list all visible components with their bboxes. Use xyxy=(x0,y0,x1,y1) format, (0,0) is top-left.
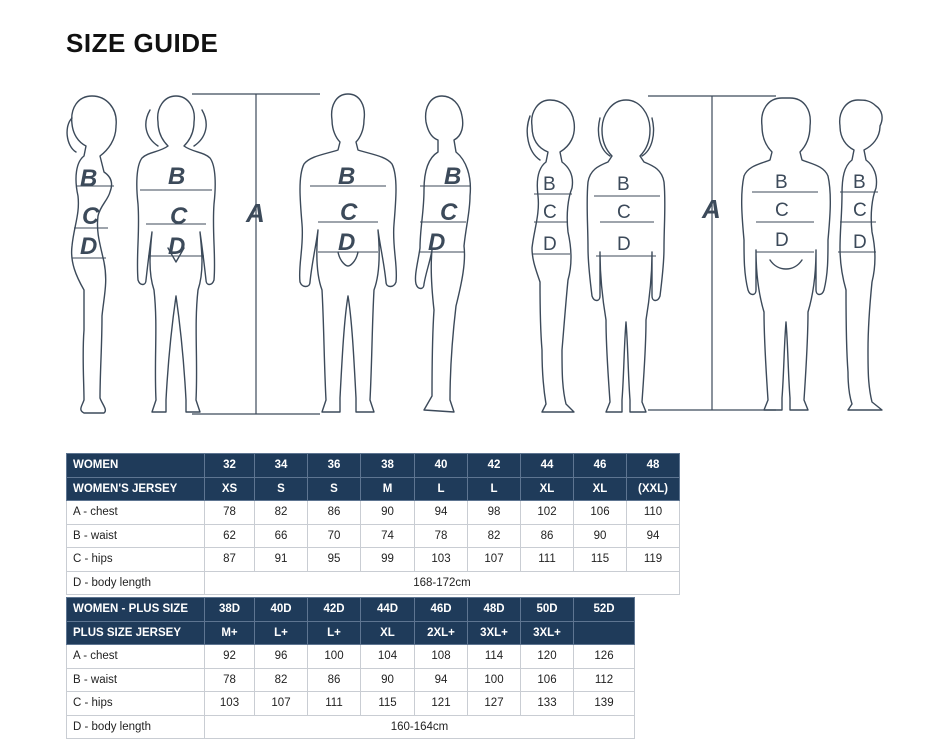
size-cell: 34 xyxy=(255,454,308,478)
label-d: D xyxy=(338,229,356,256)
table-row xyxy=(67,715,635,739)
table-cell: 91 xyxy=(255,548,308,572)
label-b: B xyxy=(80,165,98,192)
table-cell: 78 xyxy=(205,501,255,525)
table-cell: 78 xyxy=(415,524,468,548)
table-cell: 94 xyxy=(415,668,468,692)
plus-jersey-row xyxy=(67,621,635,645)
size-cell: 52D xyxy=(574,598,635,622)
label-b: B xyxy=(853,172,866,193)
row-label: D - body length xyxy=(67,571,205,595)
label-c: C xyxy=(853,200,867,221)
table-cell: 96 xyxy=(255,645,308,669)
size-cell: 38D xyxy=(205,598,255,622)
label-d: D xyxy=(428,229,446,256)
label-c: C xyxy=(170,203,188,230)
table-row xyxy=(67,548,680,572)
table-cell: 102 xyxy=(521,501,574,525)
table-cell: 115 xyxy=(361,692,415,716)
table-row xyxy=(67,645,635,669)
row-label: C - hips xyxy=(67,548,205,572)
label-b: B xyxy=(338,163,356,190)
size-cell: 46 xyxy=(574,454,627,478)
jersey-size-cell: 3XL+ xyxy=(521,621,574,645)
jersey-size-cell: S xyxy=(308,477,361,501)
row-label: D - body length xyxy=(67,715,205,739)
jersey-size-cell: XL xyxy=(574,477,627,501)
size-cell: 48 xyxy=(627,454,680,478)
label-d: D xyxy=(80,233,98,260)
girl-side-figure xyxy=(527,100,574,412)
table-row xyxy=(67,524,680,548)
table-cell: 111 xyxy=(308,692,361,716)
size-cell: 40D xyxy=(255,598,308,622)
size-cell: 48D xyxy=(468,598,521,622)
table-cell: 87 xyxy=(205,548,255,572)
table-cell: 103 xyxy=(415,548,468,572)
label-d: D xyxy=(168,233,186,260)
table-cell: 62 xyxy=(205,524,255,548)
table-cell: 106 xyxy=(574,501,627,525)
table-cell: 110 xyxy=(627,501,680,525)
plus-header-label: WOMEN - PLUS SIZE xyxy=(67,598,205,622)
size-cell: 46D xyxy=(415,598,468,622)
jersey-size-cell: M xyxy=(361,477,415,501)
label-a: A xyxy=(246,198,265,228)
label-c: C xyxy=(340,199,358,226)
table-cell: 74 xyxy=(361,524,415,548)
table-cell: 104 xyxy=(361,645,415,669)
jersey-size-cell: 3XL+ xyxy=(468,621,521,645)
label-d: D xyxy=(543,234,557,255)
label-b: B xyxy=(617,174,630,195)
jersey-size-cell: M+ xyxy=(205,621,255,645)
table-row xyxy=(67,571,680,595)
table-cell: 94 xyxy=(627,524,680,548)
plus-header-row xyxy=(67,598,635,622)
body-length-cell: 160-164cm xyxy=(205,715,635,739)
table-cell: 120 xyxy=(521,645,574,669)
table-cell: 100 xyxy=(308,645,361,669)
size-cell: 44 xyxy=(521,454,574,478)
table-cell: 95 xyxy=(308,548,361,572)
label-d: D xyxy=(617,234,631,255)
row-label: B - waist xyxy=(67,524,205,548)
label-c: C xyxy=(775,200,789,221)
table-cell: 126 xyxy=(574,645,635,669)
jersey-size-cell: XS xyxy=(205,477,255,501)
table-row xyxy=(67,692,635,716)
jersey-size-cell: L xyxy=(415,477,468,501)
body-length-cell: 168-172cm xyxy=(205,571,680,595)
table-cell: 114 xyxy=(468,645,521,669)
size-cell: 32 xyxy=(205,454,255,478)
jersey-size-cell: L+ xyxy=(255,621,308,645)
women-jersey-label: WOMEN'S JERSEY xyxy=(67,477,205,501)
table-cell: 82 xyxy=(468,524,521,548)
women-size-table xyxy=(66,453,680,595)
boy-back-figure xyxy=(742,98,831,410)
size-cell: 50D xyxy=(521,598,574,622)
label-d: D xyxy=(853,232,867,253)
jersey-size-cell: L xyxy=(468,477,521,501)
table-cell: 108 xyxy=(415,645,468,669)
label-d: D xyxy=(775,230,789,251)
label-b: B xyxy=(444,163,462,190)
size-cell: 44D xyxy=(361,598,415,622)
table-cell: 66 xyxy=(255,524,308,548)
table-cell: 94 xyxy=(415,501,468,525)
label-a: A xyxy=(702,194,721,224)
plus-size-table xyxy=(66,597,635,739)
women-header-label: WOMEN xyxy=(67,454,205,478)
jersey-size-cell xyxy=(574,621,635,645)
jersey-size-cell: XL xyxy=(521,477,574,501)
table-row xyxy=(67,668,635,692)
table-cell: 107 xyxy=(468,548,521,572)
table-cell: 133 xyxy=(521,692,574,716)
table-cell: 121 xyxy=(415,692,468,716)
table-cell: 92 xyxy=(205,645,255,669)
size-cell: 42D xyxy=(308,598,361,622)
label-c: C xyxy=(82,203,100,230)
page-title: SIZE GUIDE xyxy=(66,28,219,58)
table-cell: 90 xyxy=(361,501,415,525)
table-cell: 90 xyxy=(361,668,415,692)
table-cell: 127 xyxy=(468,692,521,716)
table-cell: 112 xyxy=(574,668,635,692)
label-c: C xyxy=(440,199,458,226)
jersey-size-cell: 2XL+ xyxy=(415,621,468,645)
table-cell: 100 xyxy=(468,668,521,692)
women-header-row xyxy=(67,454,680,478)
table-cell: 86 xyxy=(308,668,361,692)
table-cell: 139 xyxy=(574,692,635,716)
size-cell: 40 xyxy=(415,454,468,478)
label-c: C xyxy=(617,202,631,223)
table-cell: 106 xyxy=(521,668,574,692)
table-cell: 98 xyxy=(468,501,521,525)
jersey-size-cell: S xyxy=(255,477,308,501)
table-row xyxy=(67,501,680,525)
label-b: B xyxy=(543,174,556,195)
row-label: A - chest xyxy=(67,501,205,525)
size-cell: 42 xyxy=(468,454,521,478)
table-cell: 111 xyxy=(521,548,574,572)
size-cell: 36 xyxy=(308,454,361,478)
size-cell: 38 xyxy=(361,454,415,478)
boy-side-figure xyxy=(840,100,882,410)
table-cell: 78 xyxy=(205,668,255,692)
plus-jersey-label: PLUS SIZE JERSEY xyxy=(67,621,205,645)
table-cell: 115 xyxy=(574,548,627,572)
table-cell: 119 xyxy=(627,548,680,572)
label-c: C xyxy=(543,202,557,223)
women-jersey-row xyxy=(67,477,680,501)
row-label: C - hips xyxy=(67,692,205,716)
table-cell: 82 xyxy=(255,501,308,525)
jersey-size-cell: L+ xyxy=(308,621,361,645)
table-cell: 103 xyxy=(205,692,255,716)
table-cell: 86 xyxy=(308,501,361,525)
table-cell: 70 xyxy=(308,524,361,548)
jersey-size-cell: (XXL) xyxy=(627,477,680,501)
table-cell: 107 xyxy=(255,692,308,716)
label-b: B xyxy=(775,172,788,193)
row-label: B - waist xyxy=(67,668,205,692)
table-cell: 90 xyxy=(574,524,627,548)
table-cell: 86 xyxy=(521,524,574,548)
jersey-size-cell: XL xyxy=(361,621,415,645)
table-cell: 99 xyxy=(361,548,415,572)
label-b: B xyxy=(168,163,186,190)
table-cell: 82 xyxy=(255,668,308,692)
row-label: A - chest xyxy=(67,645,205,669)
